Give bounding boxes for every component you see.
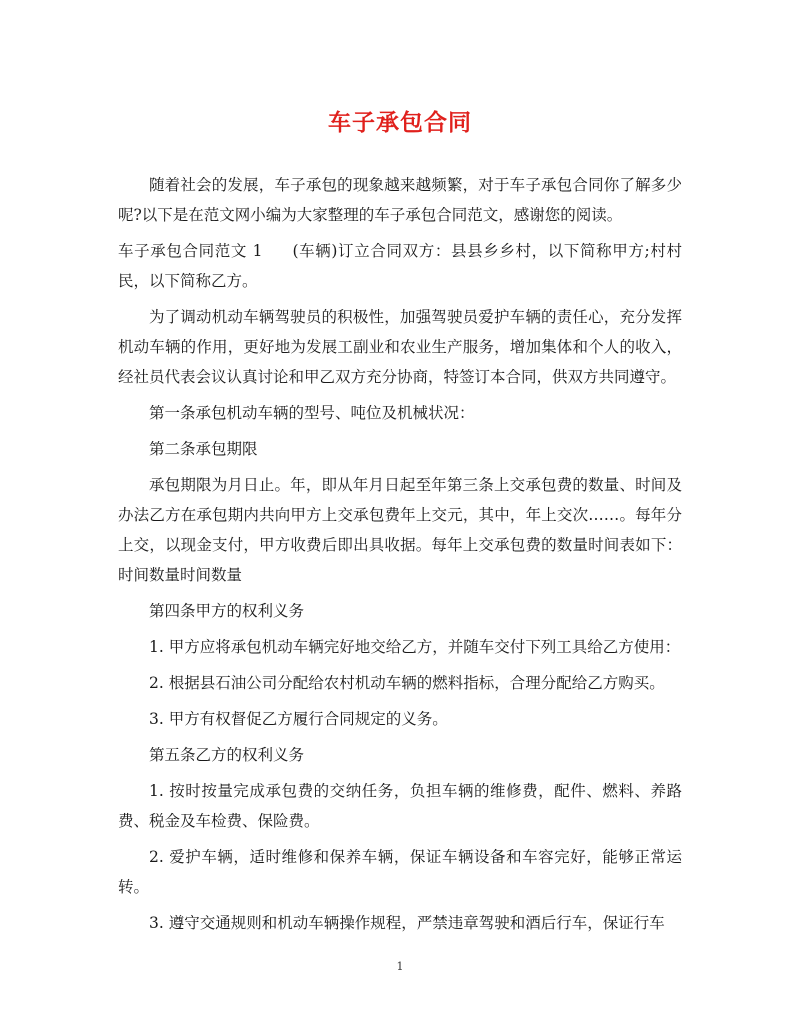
article-4-item-2: 2. 根据县石油公司分配给农村机动车辆的燃料指标，合理分配给乙方购买。 [149, 674, 665, 692]
sample-parties: (车辆)订立合同双方：县县乡乡村，以下简称甲方;村村民，以下简称乙方。 [118, 242, 682, 290]
document-body [118, 170, 682, 938]
page-number: 1 [396, 960, 404, 973]
article-5-item-3: 3. 遵守交通规则和机动车辆操作规程，严禁违章驾驶和酒后行车，保证行车 [149, 914, 665, 932]
article-4-heading: 第四条甲方的权利义务 [149, 602, 305, 620]
sample-heading: 车子承包合同范文 1 [118, 242, 263, 260]
intro-paragraph: 随着社会的发展，车子承包的现象越来越频繁，对于车子承包合同你了解多少呢?以下是在范文网小编为大家整理的车子承包合同范文，感谢您的阅读。 [118, 176, 682, 224]
article-5-item-2: 2. 爱护车辆，适时维修和保养车辆，保证车辆设备和车容完好，能够正常运转。 [118, 848, 682, 896]
article-4-item-3: 3. 甲方有权督促乙方履行合同规定的义务。 [149, 710, 448, 728]
article-2-heading: 第二条承包期限 [149, 440, 258, 458]
purpose-paragraph: 为了调动机动车辆驾驶员的积极性，加强驾驶员爱护车辆的责任心，充分发挥机动车辆的作用，更好地为发展工副业和农业生产服务，增加集体和个人的收入，经社员代表会议认真讨论和甲乙双方充分协商，特签订本合同，供双方共同遵守。 [118, 308, 682, 386]
article-5-heading: 第五条乙方的权利义务 [149, 746, 305, 764]
document-title: 车子承包合同 [328, 109, 472, 136]
article-1-heading: 第一条承包机动车辆的型号、吨位及机械状况： [149, 404, 475, 422]
article-5-item-1: 1. 按时按量完成承包费的交纳任务，负担车辆的维修费，配件、燃料、养路费、税金及车检费、保险费。 [118, 782, 682, 830]
sample-paragraph [118, 236, 682, 296]
term-paragraph: 承包期限为月日止。年，即从年月日起至年第三条上交承包费的数量、时间及办法乙方在承包期内共向甲方上交承包费年上交元，其中，年上交次……。每年分上交，以现金支付，甲方收费后即出具收据。每年上交承包费的数量时间表如下：时间数量时间数量 [118, 476, 682, 584]
article-4-item-1: 1. 甲方应将承包机动车辆完好地交给乙方，并随车交付下列工具给乙方使用： [149, 638, 681, 656]
